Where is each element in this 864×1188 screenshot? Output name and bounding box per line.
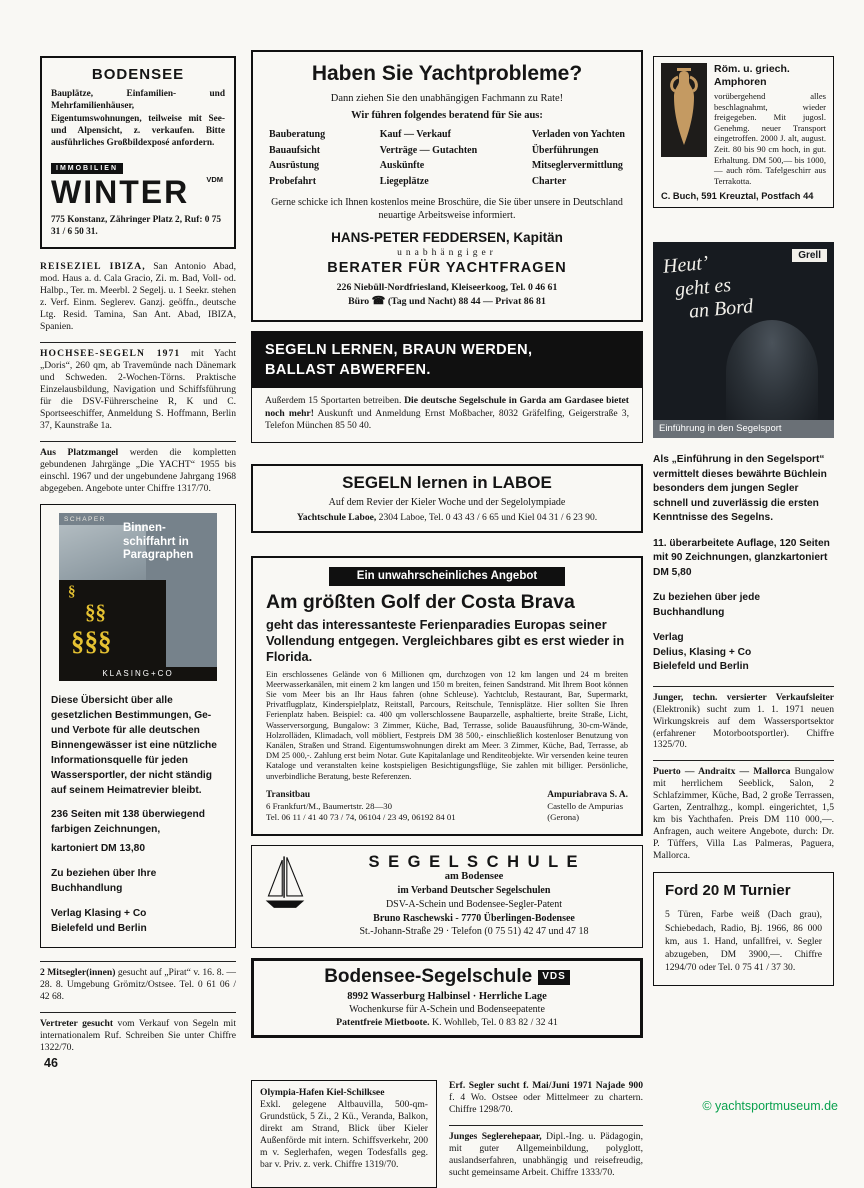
service-item: Liegeplätze [379, 175, 429, 187]
ad-body: Bauplätze, Einfamilien- und Mehrfamilienhäuser, Eigentumswohnungen, teilweise mit See- und Alpensicht, z. verkaufen. Bitte ausführliches Großbildexposé anfordern. [51, 89, 225, 149]
classified-mitsegler [40, 961, 236, 1003]
ad-subtitle2: Wir führen folgendes beratend für Sie aus: [351, 110, 543, 121]
ad-laboe [251, 464, 643, 533]
contact-block-transitbau [266, 789, 456, 824]
book-paragraph: Als „Einführung in den Segelsport“ vermittelt dieses bewährte Büchlein besonders dem jungen Segler schnell und zuverlässig die ersten Kenntnisse des Segelns. [653, 454, 827, 524]
service-item: Verladen von Yachten [531, 129, 625, 140]
ad-paragraph: Gerne schicke ich Ihnen kostenlos meine Broschüre, die Sie über unsere in Deutschland neuartige Arbeitsweise informiert. [271, 197, 623, 221]
amphora-image [661, 63, 707, 157]
contact-rest: 2304 Laboe, Tel. 0 43 43 / 6 65 und Kiel 04 31 / 6 23 90. [376, 511, 598, 523]
ad-contact: C. Buch, 591 Kreuztal, Postfach 44 [661, 191, 814, 202]
ad-text: vom Verkauf von Segeln mit internationalem Ruf. Schreiben Sie unter Chiffre 1322/70. [40, 1017, 236, 1053]
ad-text: mit Yacht „Doris“, 260 qm, ab Travemünde nach Dänemark und Schweden. 2-Wochen-Törns. Praktische Einzelausbildung, Navigation und Schiffsführung für die DSV-Führerscheine R, K und C. Sportseeschiffer, Anmeldung S. Hoffmann, Berlin 37, Kaunstraße 1a. [40, 348, 236, 432]
ad-address: 775 Konstanz, Zähringer Platz 2, Ruf: 0 75 31 / 6 50 31. [51, 215, 222, 238]
book-price: kartoniert DM 13,80 [51, 843, 145, 855]
watermark: © yachtsportmuseum.de [702, 1099, 838, 1113]
grell-publisher-badge: Grell [792, 249, 827, 262]
page-number: 46 [44, 1056, 58, 1070]
book-paragraph: Diese Übersicht über alle gesetzlichen Bestimmungen, Ge- und Verbote für alle deutschen Binnengewässer ist eine nützliche Informationsquelle für jeden Wassersportler, der nicht ständig auf seinem Heimatrevier bleibt. [51, 695, 217, 796]
contact-lead: Patentfreie Mietboote. [336, 1017, 430, 1029]
contact-region: (Gerona) [547, 812, 579, 823]
ad-lead: HOCHSEE-SEGELN 1971 [40, 348, 181, 360]
service-item: Bauberatung [269, 129, 326, 140]
service-item: Probefahrt [269, 175, 317, 187]
ad-badge: Ein unwahrscheinliches Angebot [329, 567, 565, 586]
ad-line-verband: im Verband Deutscher Segelschulen [397, 884, 551, 896]
ad-lead: Junger, techn. versierter Verkaufsleiter [653, 691, 834, 703]
book-description-segelsport [653, 453, 834, 674]
ad-subtitle: Dann ziehen Sie den unabhängigen Fachmann zu Rate! [330, 93, 564, 104]
contact-name: Transitbau [266, 789, 311, 800]
ad-lead: Olympia-Hafen Kiel-Schilksee [260, 1087, 385, 1099]
ad-headline [252, 332, 642, 388]
middle-bottom-classifieds [251, 1080, 643, 1188]
ad-title: S E G E L S C H U L E [368, 852, 580, 871]
service-item: Bauaufsicht [269, 144, 321, 156]
contact-address: 226 Niebüll-Nordfriesland, Kleiseerkoog, Tel. 0 46 61 [336, 282, 558, 293]
cover-title-line1: Binnen- [123, 522, 166, 535]
ad-text: werden die kompletten gebundenen Jahrgänge „Die YACHT“ 1955 bis einschl. 1967 und der ungebundene Jahrgang 1968 abgegeben. Angebote unter Chiffre 1317/70. [40, 447, 236, 495]
book-order-note: Zu beziehen über jede Buchhandlung [653, 592, 760, 618]
ad-title: SEGELN lernen in LABOE [342, 472, 552, 492]
grell-book-cover-image [653, 242, 834, 438]
book-cover-image [59, 513, 217, 681]
service-item: Überführungen [531, 144, 599, 156]
ad-line-contact [262, 1017, 632, 1028]
vdm-badge: VDM [206, 175, 223, 185]
role-title: BERATER FÜR YACHTFRAGEN [327, 260, 567, 276]
ad-lead: Aus Platzmangel [40, 447, 119, 459]
publisher-line2: Bielefeld und Berlin [51, 922, 147, 934]
ad-text: Bungalow mit herrlichem Seeblick, Salon, 2 Schlafzimmer, Küche, Bad, 2 große Terrassen, Garten, Zentralhzg., kompl. eingerichtet, 1,5 km bis Yachthafen. Preis DM 110 000,—. Anfragen, auch weitere Angebote, durch: Dr. P. Tüffers, Villa Las Palmeras, Paguera, Mallorca. [653, 766, 834, 862]
phone-line-pre: Büro [348, 296, 370, 308]
ad-text: Exkl. gelegene Altbauvilla, 500-qm-Grundstück, 5 Zi., 2 Kü., Veranda, Balkon, direkt am Strand, Blick über Kieler Außenförde mit intern. Schiffsverkehr, 200 m v. Seglerhafen, wegen Todesfalls geg. bar v. Priv. z. verk. Chiffre 1319/70. [260, 1099, 428, 1171]
left-column [40, 56, 236, 1063]
book-order-note: Zu beziehen über Ihre Buchhandlung [51, 868, 157, 895]
body-rest: Auskunft und Anmeldung Ernst Moßbacher, 8032 Gräfelfing, Geigerstraße 3, Telefon München 85 50 40. [265, 407, 629, 432]
cover-title [123, 522, 211, 563]
cover-publisher-band: KLASING+CO [59, 667, 217, 681]
book-publisher [653, 631, 834, 674]
cover-title-line2: schiffahrt in [123, 535, 189, 548]
ad-bodensee-immobilien [40, 56, 236, 249]
cover-caption: Einführung in den Segelsport [653, 420, 834, 438]
ad-title: Bodensee-Segelschule [324, 966, 533, 988]
immobilien-chip: IMMOBILIEN [51, 163, 123, 174]
publisher-line3: Bielefeld und Berlin [653, 661, 749, 673]
classified-verkaufsleiter [653, 686, 834, 752]
service-item: Kauf — Verkauf [379, 129, 451, 140]
phone-line-post: (Tag und Nacht) 88 44 — Privat 86 81 [387, 296, 546, 308]
middle-column [251, 50, 643, 1188]
book-edition: 11. überarbeitete Auflage, 120 Seiten mit 90 Zeichnungen, glanzkartoniert DM 5,80 [653, 537, 830, 578]
ad-title: Am größten Golf der Costa Brava [266, 590, 575, 613]
ad-book-binnenschiffahrt [40, 504, 236, 947]
cover-publisher-label: SCHAPER [64, 516, 106, 524]
ad-lead: Vertreter gesucht [40, 1017, 114, 1029]
ad-lead: Junges Seglerehepaar, [449, 1131, 542, 1143]
ad-text: f. 4 Wo. Ostsee oder Mittelmeer zu chartern. Chiffre 1298/70. [449, 1092, 643, 1116]
sailboat-icon [262, 853, 308, 915]
ad-title: Röm. u. griech. Amphoren [714, 63, 790, 88]
classified-platzmangel-jahrgaenge [40, 441, 236, 495]
ad-text: Dipl.-Ing. u. Pädagogin, mit guter Allgemeinbildung, polyglott, auslandserfahren, unabhängig und reisefreudig, sucht gemeinsame Arbeit. Chiffre 1333/70. [449, 1131, 643, 1179]
ad-title: Ford 20 M Turnier [665, 882, 791, 900]
ad-line-contact: Bruno Raschewski - 7770 Überlingen-Bodensee [373, 912, 575, 924]
contact-phones: Tel. 06 11 / 41 40 73 / 74, 06104 / 23 49, 06192 84 01 [266, 812, 456, 823]
divider [449, 1125, 643, 1126]
ad-line-location: 8992 Wasserburg Halbinsel · Herrliche Lage [347, 991, 547, 1003]
ad-text: San Antonio Abad, mod. Haus a. d. Cala Gracio, Zi. m. Bad, Voll- od. Halbp., Ter. m. Meerbl. 2 Segelj. u. 1 Seekr. stehen z. Verf. Einm. Seglerev. Ganzj. geöffn., deutsche Ltg. Resid. Tamina, San Ant. Abad, IBIZA, Spanien. [40, 261, 236, 333]
ad-contact [263, 512, 631, 523]
ad-text: gesucht auf „Pirat“ v. 16. 8. — 28. 8. Umgebung Grömitz/Ostsee. Tel. 0 61 06 / 42 68. [40, 966, 236, 1002]
headline-line2: BALLAST ABWERFEN. [265, 361, 431, 378]
ad-subtitle: Auf dem Revier der Kieler Woche und der Segelolympiade [328, 496, 566, 508]
service-column-2 [380, 127, 477, 189]
ad-line-courses: Wochenkurse für A-Schein und Bodenseepatente [349, 1004, 545, 1016]
contact-phone-line [269, 294, 625, 309]
ad-bodensee-segelschule-vds [251, 958, 643, 1038]
ad-yachtprobleme [251, 50, 643, 322]
service-column-3 [532, 127, 625, 189]
body-normal: Außerdem 15 Sportarten betreiben. [265, 395, 405, 407]
paragraph-symbol-icon: §§ [85, 599, 106, 624]
body-bold: Die deutsche Segelschule in Garda am Gardasee bietet noch mehr! [265, 395, 630, 419]
cover-figure [726, 320, 818, 424]
ad-subtitle: geht das interessanteste Ferienparadies Europas seiner Vollendung entgegen. Vergleichbares gibt es erst wieder in Florida. [266, 616, 625, 664]
classified-reiseziel-ibiza [40, 261, 236, 333]
cover-script-title [662, 249, 754, 327]
ad-contacts [266, 789, 628, 824]
ad-text: (Elektronik) sucht zum 1. 1. 1971 neuen Wirkungskreis auf dem Wassersportsektor (erfahrener Motorbootsportler). Chiffre 1325/70. [653, 703, 834, 751]
ad-title: BODENSEE [91, 66, 185, 83]
service-list [269, 127, 625, 189]
classified-olympia-hafen [251, 1080, 437, 1188]
ad-ford-turnier [653, 872, 834, 985]
ad-amphoren [653, 56, 834, 208]
ad-title: Haben Sie Yachtprobleme? [311, 62, 583, 85]
ad-text: 5 Türen, Farbe weiß (Dach grau), Schiebedach, Radio, Bj. 1966, 86 000 km, aus 1. Hand, unfallfrei, v. Segler abzugeben, DM 3900,—. Chiffre 1294/70 oder Tel. 0 75 41 / 37 30. [665, 909, 822, 974]
service-item: Mitseglervermittlung [531, 160, 623, 171]
ad-line-schein: DSV-A-Schein und Bodensee-Segler-Patent [385, 898, 563, 910]
classified-hochsee-segeln [40, 342, 236, 432]
cover-title-line3: Paragraphen [123, 549, 194, 562]
service-item: Verträge — Gutachten [379, 144, 478, 156]
ad-line-address: St.-Johann-Straße 29 · Telefon (0 75 51) 42 47 und 47 18 [359, 926, 589, 938]
headline-line1: SEGELN LERNEN, BRAUN WERDEN, [265, 342, 533, 359]
classified-vertreter [40, 1012, 236, 1054]
ad-segelschule-bodensee [251, 845, 643, 948]
classified-seglerehepaar [449, 1131, 643, 1179]
contact-lead: Yachtschule Laboe, [296, 511, 377, 523]
ad-body: vorübergehend alles beschlagnahmt, wieder freigegeben. Mit jugosl. Genehmg. neuer Transport eingetroffen. 2000 J. alt, august. Zeit. 80 bis 90 cm hoch, in gut. Erhaltung. DM 500,— bis 1000,— auch röm. Tafelgeschirr aus Terrakotta. [714, 91, 826, 186]
phone-icon: ☎ [371, 295, 386, 308]
script-line1: Heut’ [662, 252, 710, 279]
ad-subtitle: am Bodensee [444, 870, 504, 882]
service-column-1 [269, 127, 325, 189]
role-qualifier: unabhängiger [397, 248, 497, 258]
paragraph-symbol-icon: § [68, 583, 76, 600]
ad-lead: Erf. Segler sucht f. Mai/Juni 1971 Najade 900 [449, 1080, 643, 1092]
ad-costa-brava [251, 556, 643, 836]
service-item: Charter [531, 175, 567, 187]
contact-name: HANS-PETER FEDDERSEN, Kapitän [331, 230, 563, 245]
publisher-line1: Verlag Klasing + Co [51, 907, 147, 919]
contact-address: Castello de Ampurias [547, 801, 623, 811]
book-publisher [51, 907, 225, 937]
ad-body [252, 388, 642, 441]
winter-logo [51, 157, 225, 211]
ad-body: Ein erschlossenes Gelände von 6 Millionen qm, durchzogen von 12 km langen und 24 m breiten Meerwasserkanälen, mit einem 2 km langen und 150 m breiten, feinen Sandstrand. Mit Ihrem Boot können Sie vom Meer bis an Ihr Haus fahren (ohne Schleuse). Yachtclub, Restaurant, Bar, Supermarkt, Privatflugplatz, Kinderspielplatz, Reitstall, Parcours, Reitschule, Tennisplätze. Hier sollten Sie Ihren Ferienplatz haben. Beispiel: ca. 400 qm vollerschlossene Bauparzelle, asphaltierte, breite Straße, Licht, Wasserversorgung, Bungalow: 3 Zimmer, Küche, Bad, Terrasse, solide Bauausführung, 30-cm-Wände, Holzrolläden, Klimadach, voll möbliert, Festpreis DM 38 500,- einschließlich kostenloser Benutzung von Kanälen, Straßen und Strand. Eigentumswohnungen direkt am Meer. 3 Zimmer, Küche, Bad, Terrasse, ab DM 25 000,-. Zahlung erst beim Notar. Gute Kapitalanlage und Renditeobjekte. Wir versenden keine teuren Kataloge und veranstalten keine kostspieligen Besichtigungsflüge, Sie zahlen mit billiger. Persönliche, unverbindliche Beratung, beste Referenzen. [266, 669, 628, 781]
contact-rest: K. Wohlleb, Tel. 0 83 82 / 32 41 [429, 1017, 558, 1029]
classified-puerto-mallorca [653, 760, 834, 862]
ad-lead: 2 Mitsegler(innen) [40, 966, 116, 978]
ad-segelschule-garda [251, 331, 643, 443]
publisher-line2: Delius, Klasing + Co [653, 646, 752, 658]
vds-badge: VDS [538, 970, 570, 985]
script-line3: an Bord [688, 295, 755, 324]
book-description [51, 694, 225, 936]
cover-black-panel [59, 580, 166, 667]
winter-wordmark: WINTER [51, 174, 190, 211]
service-item: Ausrüstung [269, 160, 320, 171]
paragraph-symbol-icon: §§§ [71, 625, 112, 656]
contact-name: Ampuriabrava S. A. [547, 789, 628, 800]
book-pages: 236 Seiten mit 138 überwiegend farbigen Zeichnungen, [51, 809, 206, 836]
publisher-line1: Verlag [653, 632, 684, 644]
service-item: Auskünfte [379, 160, 425, 171]
ad-lead: REISEZIEL IBIZA, [40, 261, 146, 273]
ad-lead: Puerto — Andraitx — Mallorca [653, 766, 791, 778]
classified-erf-segler [449, 1080, 643, 1116]
script-line2: geht es [674, 273, 732, 301]
right-column [653, 56, 834, 986]
contact-address: 6 Frankfurt/M., Baumertstr. 28—30 [266, 801, 393, 811]
contact-block-ampuriabrava [547, 789, 628, 824]
